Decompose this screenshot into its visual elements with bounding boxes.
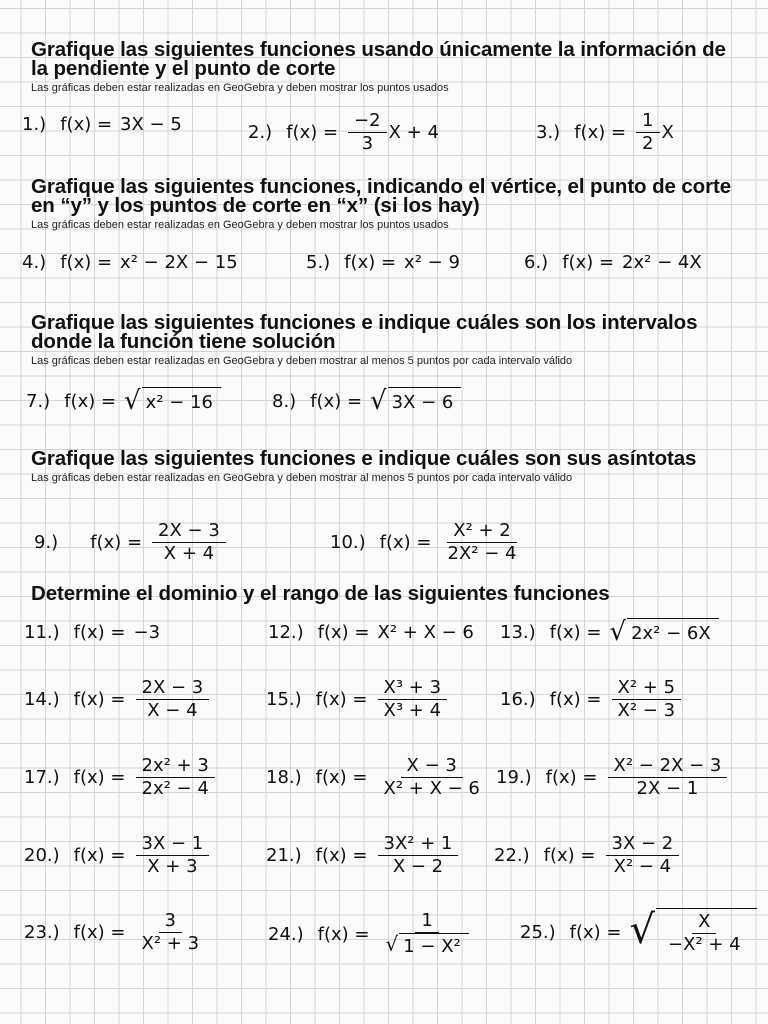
exercise-14: 14.) f(x) = $\frac{2X - 3}{X - 4}$ [24, 677, 211, 722]
square-root: √ 2x² − 6X [610, 618, 719, 646]
section-2 [31, 177, 743, 232]
exercise-10: 10.) f(x) = $\frac{\text{X² + 2}}{\text{2X² − 4}}$ [330, 520, 524, 565]
fraction: $\frac{\text{X² + 5}}{\text{X² − 3}}$ [612, 677, 682, 722]
exercise-9: 9.) f(x) = $\frac{2X - 3}{X + 4}$ [34, 520, 228, 565]
exercise-8: 8.) f(x) = √ 3X − 6 [272, 387, 461, 415]
exercise-7: 7.) f(x) = √ x² − 16 [26, 387, 221, 415]
square-root: √ 1 − X² [386, 933, 469, 958]
square-root: √ x² − 16 [124, 387, 221, 415]
square-root: √ $\frac{X}{\text{−X² + 4}}$ [630, 908, 757, 956]
exercise-20: 20.) f(x) = $\frac{3X - 1}{X + 3}$ [24, 833, 211, 878]
exercise-18: 18.) f(x) = $\frac{X - 3}{\text{X² + X − 6}}$ [266, 755, 488, 800]
exercise-17: 17.) f(x) = $\frac{\text{2x² + 3}}{\text{2x² − 4}}$ [24, 755, 217, 800]
fraction: $\frac{X}{\text{−X² + 4}}$ [668, 911, 741, 955]
section-subtitle: Las gráficas deben estar realizadas en GeoGebra y deben mostrar al menos 5 puntos por cada intervalo válido [31, 472, 573, 484]
exercise-21: 21.) f(x) = $\frac{\text{3X² + 1}}{X - 2}$ [266, 833, 460, 878]
fraction: $\frac{2X - 3}{X - 4}$ [136, 677, 210, 722]
fraction: $\frac{\text{X² + 2}}{\text{2X² − 4}}$ [447, 520, 517, 564]
section-title: Grafique las siguientes funciones e indique cuáles son sus asíntotas [31, 447, 697, 470]
section-1 [31, 40, 743, 95]
fraction: $\frac{\text{3X² + 1}}{X - 2}$ [378, 833, 459, 878]
fraction: $\frac{\text{2x² + 3}}{\text{2x² − 4}}$ [136, 755, 215, 800]
section-subtitle: Las gráficas deben estar realizadas en GeoGebra y deben mostrar al menos 5 puntos por cada intervalo válido [31, 355, 573, 367]
exercise-22: 22.) f(x) = $\frac{3X - 2}{\text{X² − 4}}$ [494, 833, 681, 878]
fraction: $\frac{\text{X³ + 3}}{\text{X³ + 4}}$ [378, 677, 448, 722]
section-title: Grafique las siguientes funciones, indicando el vértice, el punto de corte en “y” y los puntos de corte en “x” (si los hay) [31, 175, 732, 217]
fraction: $\frac{\text{X² − 2X − 3}}{2X - 1}$ [608, 755, 728, 800]
exercise-1: 1.) f(x) = 3X − 5 [22, 114, 182, 135]
fraction: $\frac{2X - 3}{X + 4}$ [152, 520, 226, 565]
exercise-15: 15.) f(x) = $\frac{\text{X³ + 3}}{\text{X³ + 4}}$ [266, 677, 449, 722]
section-3 [31, 313, 743, 368]
section-title: Grafique las siguientes funciones usando únicamente la información de la pendiente y el punto de corte [31, 38, 726, 80]
fraction: $\frac{3X - 2}{\text{X² − 4}}$ [606, 833, 680, 878]
fraction: $\frac{3}{\text{X² + 3}}$ [141, 910, 200, 954]
section-title: Determine el dominio y el rango de las siguientes funciones [31, 582, 610, 605]
fraction: $\frac{1}{2}$ [636, 110, 659, 155]
exercise-13: 13.) f(x) = √ 2x² − 6X [500, 618, 719, 646]
exercise-5: 5.) f(x) = x² − 9 [306, 252, 460, 273]
exercise-2: 2.) f(x) = $\frac{-2}{3}$ X + 4 [248, 110, 439, 154]
section-5 [31, 584, 743, 603]
fraction: $\frac{X - 3}{\text{X² + X − 6}}$ [383, 755, 480, 799]
exercise-11: 11.) f(x) = −3 [24, 622, 161, 643]
fraction: $\frac{-2}{3}$ [348, 110, 387, 155]
exercise-25: 25.) f(x) = √ $\frac{X}{\text{−X² + 4}}$ [520, 908, 757, 956]
section-title: Grafique las siguientes funciones e indique cuáles son los intervalos donde la función tiene solución [31, 311, 698, 353]
exercise-24: 24.) f(x) = 1 √ 1 − X² [268, 910, 477, 958]
section-4 [31, 449, 743, 485]
fraction: $\frac{3X - 1}{X + 3}$ [136, 833, 210, 878]
fraction: 1 √ 1 − X² [380, 910, 475, 958]
exercise-6: 6.) f(x) = 2x² − 4X [524, 252, 702, 273]
section-subtitle: Las gráficas deben estar realizadas en GeoGebra y deben mostrar los puntos usados [31, 82, 449, 94]
exercise-12: 12.) f(x) = X² + X − 6 [268, 622, 474, 643]
exercise-19: 19.) f(x) = $\frac{\text{X² − 2X − 3}}{2X - 1}$ [496, 755, 729, 800]
square-root: √ 3X − 6 [370, 387, 461, 415]
exercise-4: 4.) f(x) = x² − 2X − 15 [22, 252, 238, 273]
exercise-16: 16.) f(x) = $\frac{\text{X² + 5}}{\text{X² − 3}}$ [500, 677, 683, 722]
exercise-3: 3.) f(x) = $\frac{1}{2}$ X [536, 110, 674, 154]
section-subtitle: Las gráficas deben estar realizadas en GeoGebra y deben mostrar los puntos usados [31, 219, 449, 231]
exercise-23: 23.) f(x) = $\frac{3}{\text{X² + 3}}$ [24, 910, 207, 955]
